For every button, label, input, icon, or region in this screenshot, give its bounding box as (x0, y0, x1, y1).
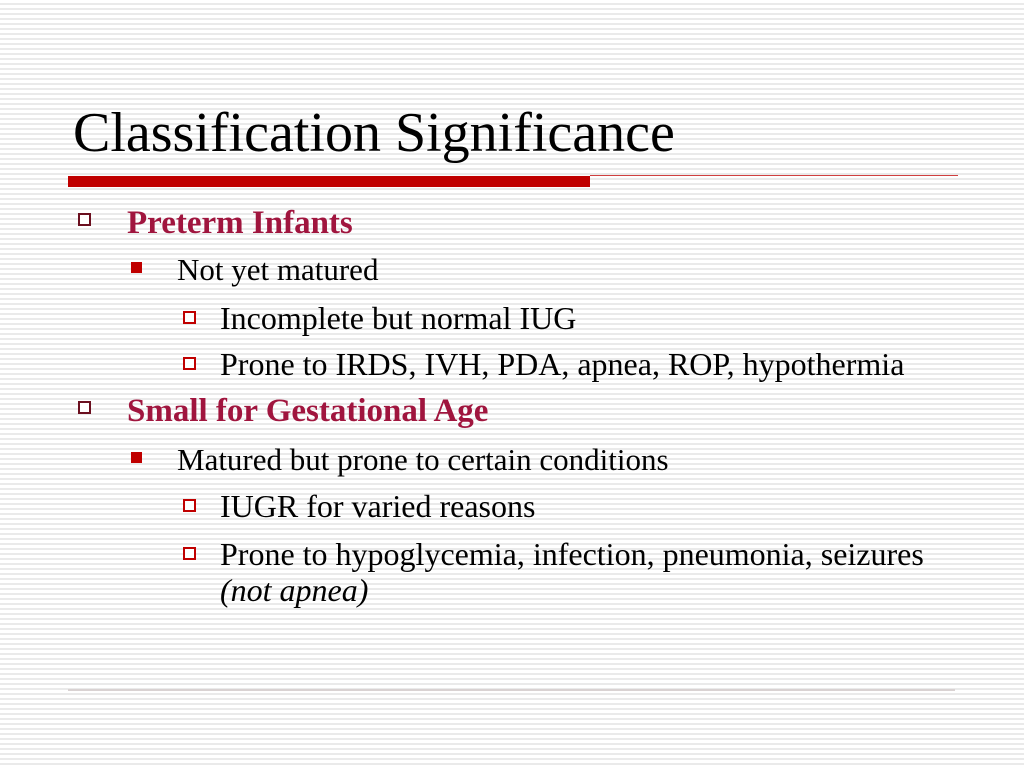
detail-text: IUGR for varied reasons (220, 488, 536, 524)
subpoint-text: Matured but prone to certain conditions (177, 442, 669, 477)
section-heading: Preterm Infants (127, 205, 353, 241)
hollow-square-bullet-icon (183, 311, 196, 324)
footer-divider-line (68, 689, 955, 691)
title-underline-bar (68, 176, 590, 187)
hollow-square-bullet-icon (183, 357, 196, 370)
hollow-square-bullet-icon (78, 213, 91, 226)
detail-text: Incomplete but normal IUG (220, 300, 577, 336)
title-underline-thin-line (590, 175, 958, 176)
detail-text: Prone to hypoglycemia, infection, pneumonia, seizures (220, 536, 924, 572)
detail-emphasis: (not apnea) (220, 572, 369, 608)
slide-title: Classification Significance (73, 102, 675, 164)
filled-square-bullet-icon (131, 262, 142, 273)
hollow-square-bullet-icon (78, 401, 91, 414)
subpoint-text: Not yet matured (177, 252, 379, 287)
hollow-square-bullet-icon (183, 547, 196, 560)
filled-square-bullet-icon (131, 452, 142, 463)
hollow-square-bullet-icon (183, 499, 196, 512)
detail-text: Prone to IRDS, IVH, PDA, apnea, ROP, hypothermia (220, 346, 905, 382)
section-heading: Small for Gestational Age (127, 393, 489, 429)
